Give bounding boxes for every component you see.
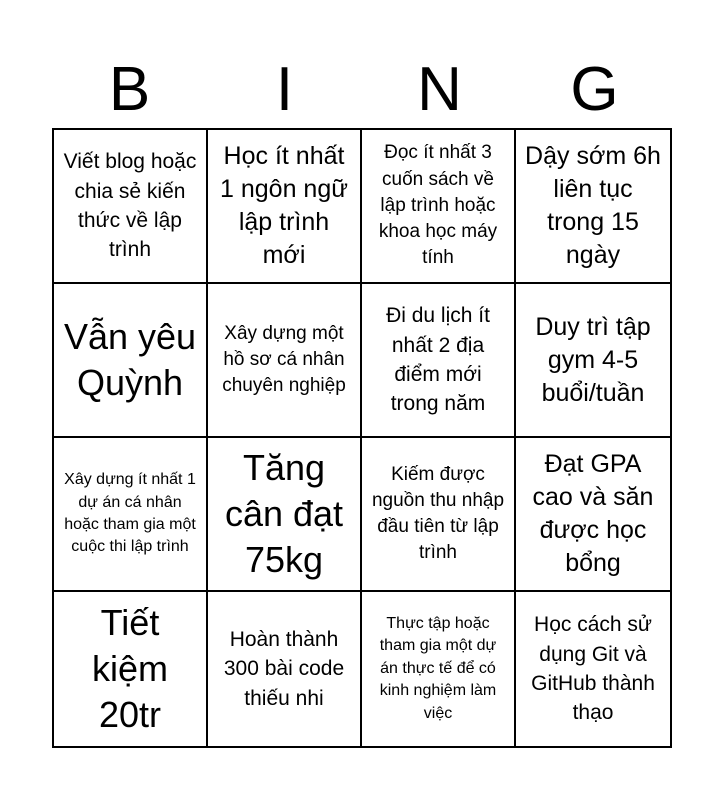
cell-label: Đọc ít nhất 3 cuốn sách về lập trình hoặc khoa học máy tính [378, 142, 498, 269]
bingo-cell-r2c1[interactable] [54, 284, 208, 438]
bingo-cell-r1c4[interactable] [516, 130, 670, 284]
cell-label: Xây dựng một hồ sơ cá nhân chuyên nghiệp [222, 322, 346, 397]
cell-label: Duy trì tập gym 4-5 buổi/tuần [535, 312, 651, 407]
bingo-cell-r2c3[interactable] [362, 284, 516, 438]
cell-label: Tiết kiệm 20tr [91, 601, 168, 736]
cell-label: Đạt GPA cao và săn được học bổng [532, 450, 654, 577]
cell-label: Viết blog hoặc chia sẻ kiến thức về lập trình [63, 150, 197, 262]
cell-label: Xây dựng ít nhất 1 dự án cá nhân hoặc tham gia một cuộc thi lập trình [64, 471, 196, 556]
bingo-cell-r3c2[interactable] [208, 438, 362, 592]
title-letter-g: G [570, 55, 619, 124]
bingo-cell-r4c1[interactable] [54, 592, 208, 746]
bingo-cell-r4c4[interactable] [516, 592, 670, 746]
cell-label: Đi du lịch ít nhất 2 địa điểm mới trong năm [386, 304, 490, 416]
cell-label: Học cách sử dụng Git và GitHub thành thạo [531, 613, 655, 725]
cell-label: Vẫn yêu Quỳnh [63, 315, 197, 403]
bingo-cell-r2c2[interactable] [208, 284, 362, 438]
cell-label: Tăng cân đạt 75kg [224, 446, 344, 581]
title-letter-b: B [108, 55, 151, 124]
cell-label: Học ít nhất 1 ngôn ngữ lập trình mới [220, 142, 348, 269]
bingo-cell-r3c3[interactable] [362, 438, 516, 592]
bingo-title [52, 52, 672, 128]
bingo-cell-r1c1[interactable] [54, 130, 208, 284]
cell-label: Thực tập hoặc tham gia một dự án thực tế để có kinh nghiệm làm việc [379, 615, 497, 722]
bingo-board [52, 128, 672, 748]
cell-label: Hoàn thành 300 bài code thiếu nhi [223, 627, 345, 710]
bingo-cell-r1c2[interactable] [208, 130, 362, 284]
bingo-cell-r3c4[interactable] [516, 438, 670, 592]
bingo-cell-r4c2[interactable] [208, 592, 362, 746]
bingo-cell-r1c3[interactable] [362, 130, 516, 284]
bingo-cell-r4c3[interactable] [362, 592, 516, 746]
cell-label: Dậy sớm 6h liên tục trong 15 ngày [525, 142, 661, 269]
title-letter-n: N [417, 55, 462, 124]
title-letter-i: I [275, 55, 294, 124]
cell-label: Kiếm được nguồn thu nhập đầu tiên từ lập trình [371, 463, 505, 564]
bingo-cell-r2c4[interactable] [516, 284, 670, 438]
bingo-cell-r3c1[interactable] [54, 438, 208, 592]
